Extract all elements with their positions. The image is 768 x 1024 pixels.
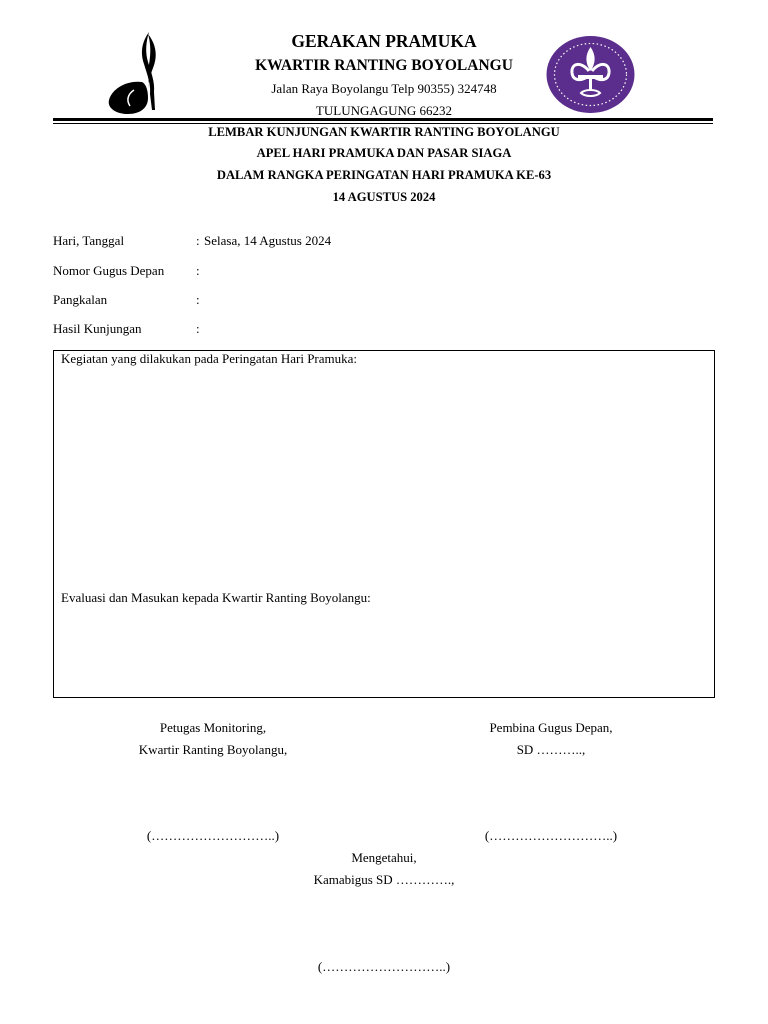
field-label-hari-tanggal: Hari, Tanggal <box>53 233 125 248</box>
bottom-signer-name-placeholder: (………………………..) <box>317 959 451 974</box>
visit-result-box <box>53 350 715 698</box>
field-label-hasil-kunjungan: Hasil Kunjungan <box>53 321 142 336</box>
field-label-pangkalan: Pangkalan <box>53 292 108 307</box>
org-address: Jalan Raya Boyolangu Telp 90355) 324748 <box>271 81 497 96</box>
left-signer-role: Petugas Monitoring, <box>159 720 267 735</box>
field-colon: : <box>196 292 200 307</box>
document-title-line-2: APEL HARI PRAMUKA DAN PASAR SIAGA <box>256 146 512 160</box>
org-name: GERAKAN PRAMUKA <box>291 31 477 51</box>
header-divider-thin <box>53 123 713 124</box>
activities-label: Kegiatan yang dilakukan pada Peringatan Hari Pramuka: <box>61 351 358 366</box>
evaluation-label: Evaluasi dan Masukan kepada Kwartir Ranting Boyolangu: <box>61 590 371 605</box>
field-value-hari-tanggal[interactable]: Selasa, 14 Agustus 2024 <box>204 233 332 248</box>
right-signer-role: Pembina Gugus Depan, <box>489 720 613 735</box>
field-colon: : <box>196 263 200 278</box>
bottom-signer-role: Kamabigus SD …………., <box>313 872 455 887</box>
right-signer-name-placeholder: (………………………..) <box>484 828 618 843</box>
field-colon: : <box>196 321 200 336</box>
org-city: TULUNGAGUNG 66232 <box>315 103 453 118</box>
right-signer-unit: SD ……….., <box>516 742 586 757</box>
document-title-line-3: DALAM RANGKA PERINGATAN HARI PRAMUKA KE-63 <box>216 168 552 182</box>
document-title-line-1: LEMBAR KUNJUNGAN KWARTIR RANTING BOYOLANGU <box>208 125 560 139</box>
document-date: 14 AGUSTUS 2024 <box>332 190 436 204</box>
field-colon: : <box>196 233 200 248</box>
header-divider <box>53 118 713 121</box>
org-unit: KWARTIR RANTING BOYOLANGU <box>255 57 513 74</box>
acknowledged-label: Mengetahui, <box>351 850 417 865</box>
left-signer-unit: Kwartir Ranting Boyolangu, <box>138 742 288 757</box>
left-signer-name-placeholder: (………………………..) <box>146 828 280 843</box>
field-label-nomor-gugus-depan: Nomor Gugus Depan <box>53 263 165 278</box>
